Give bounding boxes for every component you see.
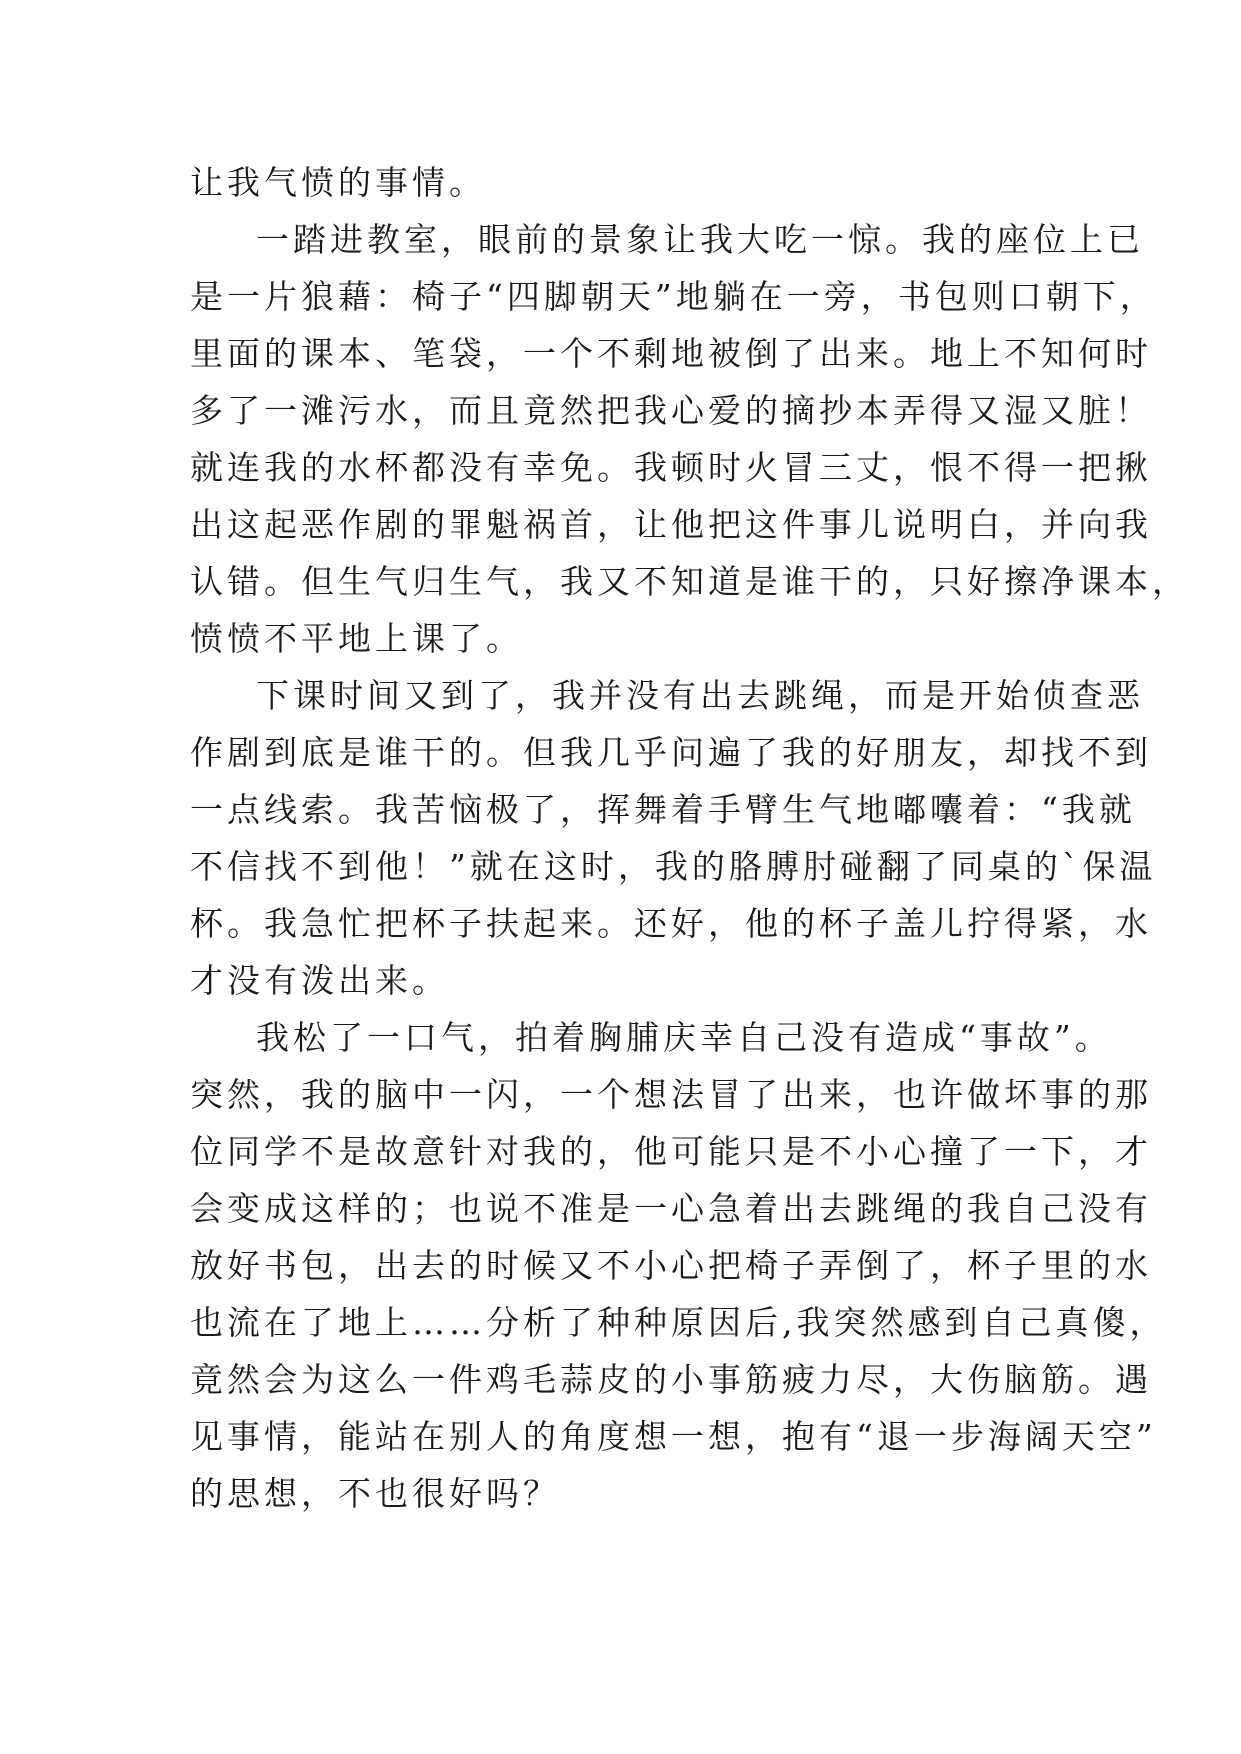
text-line: 里面的课本、笔袋，一个不剩地被倒了出来。地上不知何时 <box>190 334 1152 373</box>
text-line: 杯。我急忙把杯子扶起来。还好，他的杯子盖儿拧得紧，水 <box>190 904 1152 943</box>
text-line: 就连我的水杯都没有幸免。我顿时火冒三丈，恨不得一把揪 <box>190 448 1152 487</box>
text-line: 会变成这样的；也说不准是一心急着出去跳绳的我自己没有 <box>190 1189 1152 1228</box>
text-line: 是一片狼藉：椅子“四脚朝天”地躺在一旁，书包则口朝下， <box>190 277 1157 316</box>
text-line: 也流在了地上……分析了种种原因后,我突然感到自己真傻， <box>190 1303 1167 1342</box>
text-line: 认错。但生气归生气，我又不知道是谁干的，只好擦净课本， <box>190 562 1189 601</box>
text-line: 一点线索。我苦恼极了，挥舞着手臂生气地嘟囔着：“我就 <box>190 790 1136 829</box>
text-line: 突然，我的脑中一闪，一个想法冒了出来，也许做坏事的那 <box>190 1075 1152 1114</box>
text-line: 作剧到底是谁干的。但我几乎问遍了我的好朋友，却找不到 <box>190 733 1152 772</box>
text-line: 多了一滩污水，而且竟然把我心爱的摘抄本弄得又湿又脏！ <box>190 391 1152 430</box>
text-line: 竟然会为这么一件鸡毛蒜皮的小事筋疲力尽，大伤脑筋。遇 <box>190 1360 1152 1399</box>
text-line: 才没有泼出来。 <box>190 961 449 1000</box>
text-line: 让我气愤的事情。 <box>190 163 486 202</box>
text-line: 愤愤不平地上课了。 <box>190 619 523 658</box>
text-line: 见事情，能站在别人的角度想一想，抱有“退一步海阔天空” <box>190 1417 1157 1456</box>
paragraph-first-line: 一踏进教室，眼前的景象让我大吃一惊。我的座位上已 <box>256 220 1144 259</box>
text-line: 位同学不是故意针对我的，他可能只是不小心撞了一下，才 <box>190 1132 1152 1171</box>
paragraph-first-line: 下课时间又到了，我并没有出去跳绳，而是开始侦查恶 <box>256 676 1144 715</box>
text-line: 放好书包，出去的时候又不小心把椅子弄倒了，杯子里的水 <box>190 1246 1152 1285</box>
text-line: 的思想，不也很好吗？ <box>190 1474 560 1513</box>
paragraph-first-line: 我松了一口气，拍着胸脯庆幸自己没有造成“事故”。 <box>256 1018 1112 1057</box>
text-line: 出这起恶作剧的罪魁祸首，让他把这件事儿说明白，并向我 <box>190 505 1152 544</box>
text-line: 不信找不到他！”就在这时，我的胳膊肘碰翻了同桌的`保温 <box>190 847 1157 886</box>
